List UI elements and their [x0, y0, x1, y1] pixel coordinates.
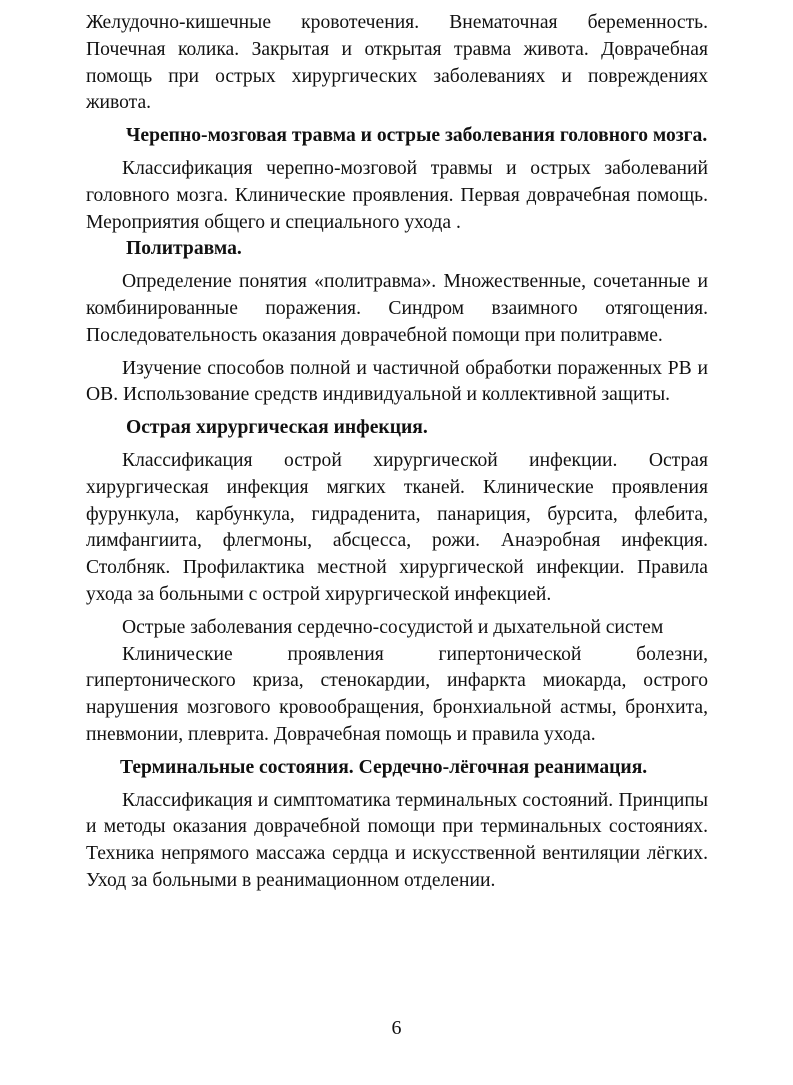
section-text-infection: Классификация острой хирургической инфекции. Острая хирургическая инфекция мягких тканей. Клинические проявления фурункула, карбункула, гидраденита, панариция, бурсита, флебита, лимфангиита, флегмоны, абсцесса, рожи. Анаэробная инфекция. Столбняк. Профилактика местной хирургической инфекции. Правила ухода за больными с острой хирургической инфекцией.	[86, 449, 708, 605]
section-heading-terminal: Терминальные состояния. Сердечно-лёгочная реанимация.	[120, 756, 648, 778]
section-text-terminal: Классификация и симптоматика терминальных состояний. Принципы и методы оказания доврачебной помощи при терминальных состояниях. Техника непрямого массажа сердца и искусственной вентиляции лёгких. Уход за больными в реанимационном отделении.	[86, 789, 708, 891]
page-body	[86, 10, 708, 895]
page-number: 6	[391, 1017, 402, 1039]
section-text-brain: Классификация черепно-мозговой травмы и острых заболеваний головного мозга. Клинические проявления. Первая доврачебная помощь. Мероприятия общего и специального ухода .	[86, 157, 708, 233]
section-text-polytrauma: Определение понятия «политравма». Множественные, сочетанные и комбинированные поражения. Синдром взаимного отягощения. Последовательность оказания доврачебной помощи при политравме.	[86, 271, 708, 346]
section-heading-polytrauma: Политравма.	[126, 238, 242, 260]
intro-paragraph: Желудочно-кишечные кровотечения. Внематочная беременность. Почечная колика. Закрытая и открытая травма живота. Доврачебная помощь при острых хирургических заболеваниях и повреждениях живота.	[86, 12, 708, 114]
section-text-decontamination: Изучение способов полной и частичной обработки пораженных РВ и ОВ. Использование средств индивидуальной и коллективной защиты.	[86, 357, 708, 406]
section-text-cardio: Клинические проявления гипертонической болезни, гипертонического криза, стенокардии, инфаркта миокарда, острого нарушения мозгового кровообращения, бронхиальной астмы, бронхита, пневмонии, плеврита. Доврачебная помощь и правила ухода.	[86, 643, 708, 745]
section-heading-brain: Черепно-мозговая травма и острые заболевания головного мозга.	[126, 125, 708, 147]
section-heading-cardio: Острые заболевания сердечно-сосудистой и дыхательной систем	[122, 616, 664, 638]
section-heading-infection: Острая хирургическая инфекция.	[126, 417, 428, 439]
